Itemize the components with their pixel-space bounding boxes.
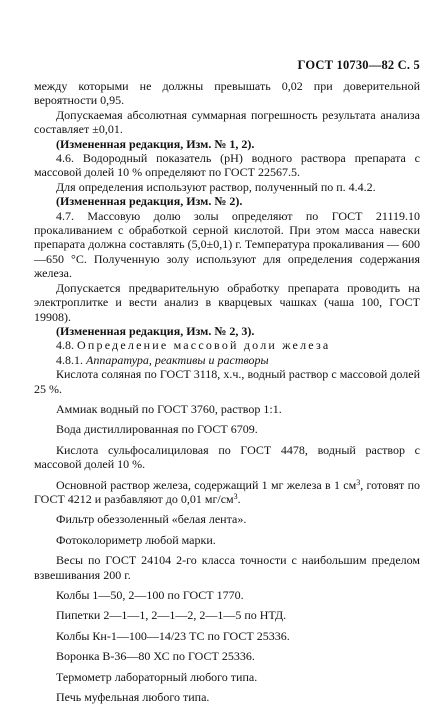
amendment-note-2: (Измененная редакция, Изм. № 2). [56, 194, 243, 209]
equipment-flasks: Колбы 1—50, 2—100 по ГОСТ 1770. [56, 588, 244, 602]
section-4-8-1-title: Аппаратура, реактивы и растворы [86, 352, 269, 367]
section-4-8-title: Определение массовой доли железа [77, 338, 331, 353]
equipment-filter: Фильтр обеззоленный «белая лента». [56, 512, 247, 527]
equipment-scales: Весы по ГОСТ 24104 2-го класса точности с наибольшим пределом взвешивания 200 г. [34, 553, 420, 582]
equipment-thermometer: Термометр лабораторный любого типа. [56, 669, 258, 684]
equipment-photocolorimeter: Фотоколориметр любой марки. [56, 532, 216, 547]
document-body [34, 79, 420, 704]
reagent-distilled-water: Вода дистиллированная по ГОСТ 6709. [56, 422, 258, 437]
equipment-muffle-furnace: Печь муфельная любого типа. [56, 690, 210, 704]
section-4-7-ash: 4.7. Массовую долю золы определяют по ГОСТ 21119.10 прокаливанием с обработкой серной кислотой. При этом масса навески препарата должна составлять (5,0±0,1) г. Температура прокаливания — 600—650 °С. Полученную золу используют для определения содержания железа. [34, 208, 420, 281]
reagent-hydrochloric-acid: Кислота соляная по ГОСТ 3118, х.ч., водный раствор с массовой долей 25 %. [34, 367, 420, 396]
section-4-6-ph: 4.6. Водородный показатель (pH) водного раствора препарата с массовой долей 10 % определяют по ГОСТ 22567.5. [34, 151, 420, 180]
reagent-iron-stock-solution [34, 478, 420, 507]
section-4-8-number: 4.8. [56, 338, 77, 353]
reagent-ammonia: Аммиак водный по ГОСТ 3760, раствор 1:1. [56, 401, 282, 416]
document-page [34, 0, 421, 704]
section-4-8-1-number: 4.8.1. [56, 352, 86, 367]
equipment-pipettes: Пипетки 2—1—1, 2—1—2, 2—1—5 по НТД. [56, 608, 287, 623]
paragraph-solution-used: Для определения используют раствор, полученный по п. 4.4.2. [56, 179, 376, 194]
superscript-cubic-1: 3 [356, 477, 361, 487]
equipment-conical-flasks: Колбы Кн-1—100—14/23 ТС по ГОСТ 25336. [56, 628, 290, 643]
section-4-8-heading [34, 338, 420, 352]
paragraph-preliminary-treatment: Допускается предварительную обработку препарата проводить на электроплитке и вести анализ в кварцевых чашках (чаша 100, ГОСТ 19908). [34, 280, 420, 324]
equipment-funnel: Воронка В-36—80 ХС по ГОСТ 25336. [56, 649, 255, 664]
paragraph-total-error: Допускаемая абсолютная суммарная погрешность результата анализа составляет ±0,01. [34, 107, 420, 137]
iron-solution-text-c: . [237, 491, 241, 506]
paragraph-precision-tail: между которыми не должны превышать 0,02 при доверительной вероятности 0,95. [34, 79, 420, 108]
amendment-note-1: (Измененная редакция, Изм. № 1, 2). [56, 136, 255, 151]
section-4-8-1-heading [34, 353, 420, 367]
superscript-cubic-2: 3 [233, 491, 238, 501]
iron-solution-text-b: , готовят по ГОСТ 4212 и разбавляют до 0,01 мг/см [34, 477, 421, 506]
iron-solution-text-a: Основной раствор железа, содержащий 1 мг железа в 1 см [56, 477, 357, 492]
running-head: ГОСТ 10730—82 С. 5 [297, 58, 420, 72]
reagent-sulfosalicylic-acid: Кислота сульфосалициловая по ГОСТ 4478, водный раствор с массовой долей 10 %. [34, 442, 420, 472]
amendment-note-3: (Измененная редакция, Изм. № 2, 3). [56, 323, 255, 338]
